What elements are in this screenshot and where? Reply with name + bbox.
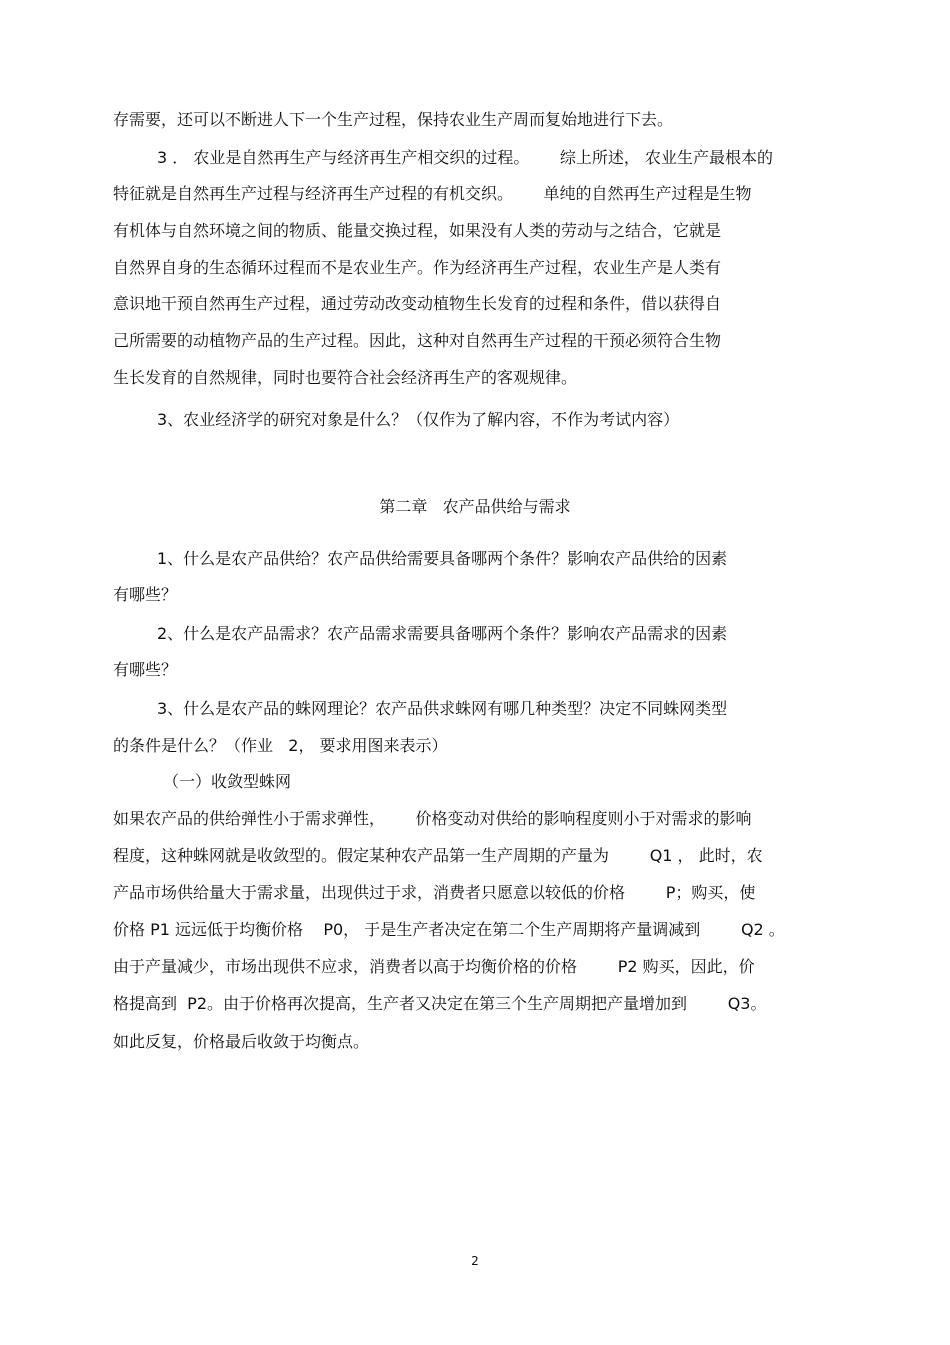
- paragraph-line: 意识地干预自然再生产过程，通过劳动改变动植物生长发育的过程和条件，借以获得自: [113, 294, 722, 313]
- subsection-title: （一）收敛型蛛网: [163, 772, 292, 791]
- chapter-title: 第二章 农产品供给与需求: [379, 497, 571, 516]
- paragraph-line: 产品市场供给量大于需求量，出现供过于求，消费者只愿意以较低的价格 P；购买，使: [113, 883, 756, 902]
- paragraph-line: 己所需要的动植物产品的生产过程。因此，这种对自然再生产过程的干预必须符合生物: [113, 331, 722, 350]
- question-line: 有哪些？: [113, 660, 178, 679]
- question-line: 3、农业经济学的研究对象是什么？（仅作为了解内容，不作为考试内容）: [157, 410, 680, 429]
- page-number: 2: [471, 1254, 479, 1268]
- paragraph-line: 自然界自身的生态循环过程而不是农业生产。作为经济再生产过程，农业生产是人类有: [113, 258, 722, 277]
- paragraph-line: 特征就是自然再生产过程与经济再生产过程的有机交织。 单纯的自然再生产过程是生物: [113, 184, 752, 203]
- question-line: 的条件是什么？（作业 2， 要求用图来表示）: [113, 736, 448, 755]
- paragraph-line: 程度，这种蛛网就是收敛型的。假定某种农产品第一生产周期的产量为 Q1 ， 此时，农: [113, 846, 763, 865]
- paragraph-line: 价格 P1 远远低于均衡价格 P0， 于是生产者决定在第二个生产周期将产量调减到 Q2 。: [113, 920, 785, 939]
- question-line: 1、什么是农产品供给？农产品供给需要具备哪两个条件？影响农产品供给的因素: [157, 549, 728, 568]
- paragraph-line: 3 ． 农业是自然再生产与经济再生产相交织的过程。 综上所述， 农业生产最根本的: [157, 148, 773, 167]
- paragraph-line: 有机体与自然环境之间的物质、能量交换过程，如果没有人类的劳动与之结合，它就是: [113, 221, 722, 240]
- paragraph-line: 如此反复，价格最后收敛于均衡点。: [113, 1032, 370, 1051]
- question-line: 有哪些？: [113, 585, 178, 604]
- paragraph-line: 生长发育的自然规律，同时也要符合社会经济再生产的客观规律。: [113, 368, 578, 387]
- paragraph-line: 如果农产品的供给弹性小于需求弹性， 价格变动对供给的影响程度则小于对需求的影响: [113, 809, 752, 828]
- question-line: 3、什么是农产品的蛛网理论？农产品供求蛛网有哪几种类型？决定不同蛛网类型: [157, 699, 728, 718]
- paragraph-line: 由于产量减少，市场出现供不应求，消费者以高于均衡价格的价格 P2 购买，因此，价: [113, 957, 755, 976]
- paragraph-line: 存需要，还可以不断进人下一个生产过程，保持农业生产周而复始地进行下去。: [113, 110, 674, 129]
- question-line: 2、什么是农产品需求？农产品需求需要具备哪两个条件？影响农产品需求的因素: [157, 624, 728, 643]
- paragraph-line: 格提高到 P2。由于价格再次提高，生产者又决定在第三个生产周期把产量增加到 Q3。: [113, 994, 767, 1013]
